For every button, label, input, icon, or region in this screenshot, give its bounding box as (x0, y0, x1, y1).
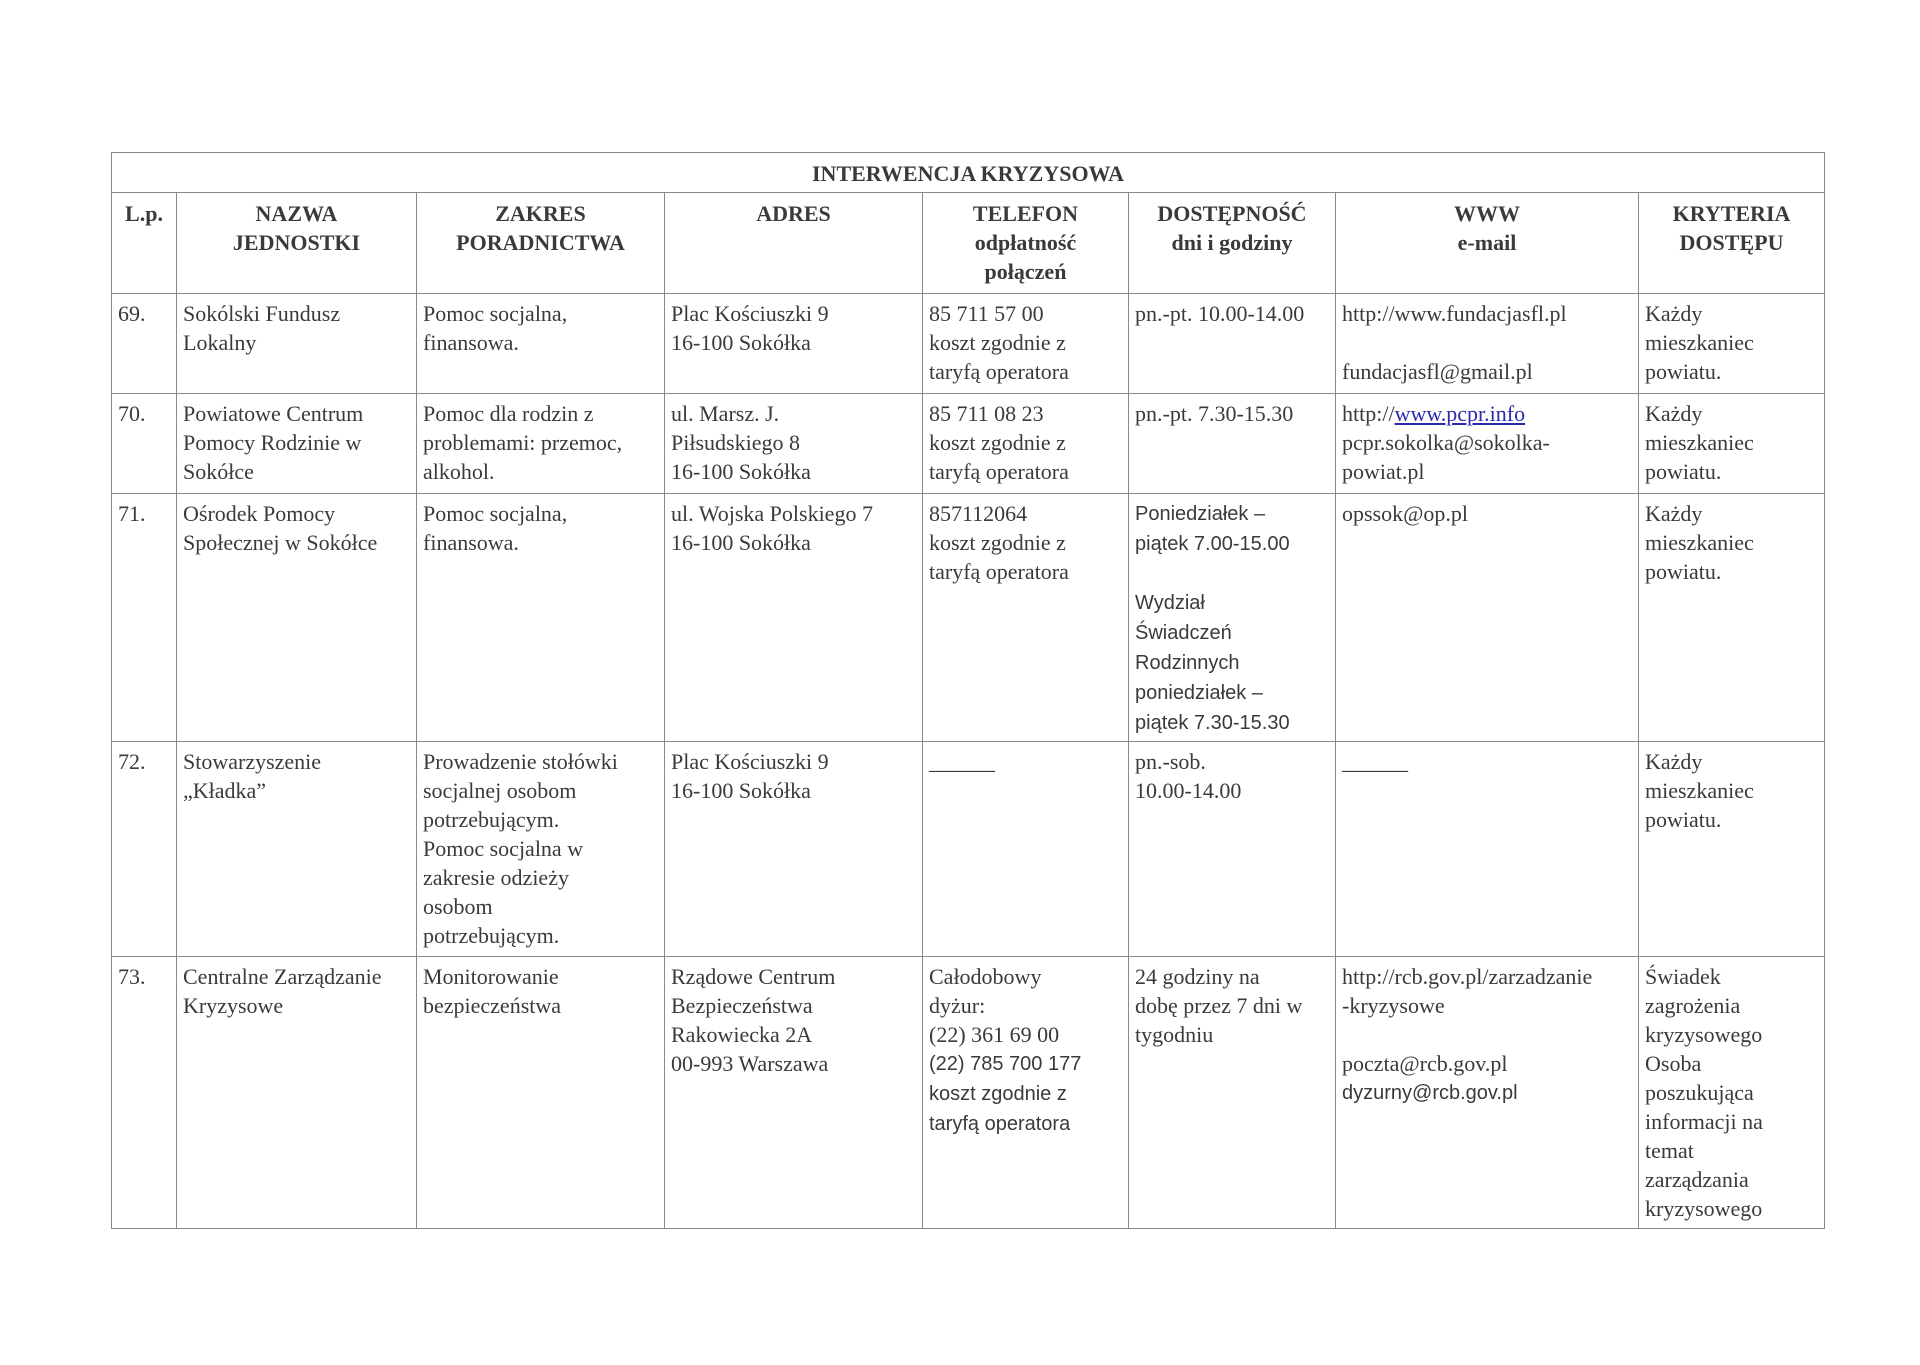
row-scope: Monitorowanie bezpieczeństwa (417, 957, 665, 1229)
header-availability: DOSTĘPNOŚĆ dni i godziny (1129, 193, 1336, 294)
row-www-email: ______ (1336, 742, 1639, 957)
row-www-email: http://www.pcpr.info pcpr.sokolka@sokolka- powiat.pl (1336, 394, 1639, 494)
row-criteria: Każdy mieszkaniec powiatu. (1639, 394, 1825, 494)
table-title: INTERWENCJA KRYZYSOWA (112, 153, 1825, 193)
row-www-email (1336, 957, 1639, 1229)
table-header-row (112, 193, 1825, 294)
row-availability: pn.-pt. 7.30-15.30 (1129, 394, 1336, 494)
email-address-duty[interactable]: dyzurny@rcb.gov.pl (1342, 1082, 1518, 1104)
row-availability: Poniedziałek – piątek 7.00-15.00 Wydział Świadczeń Rodzinnych poniedziałek – piątek 7.30-15.30 (1129, 494, 1336, 742)
crisis-intervention-table (111, 152, 1825, 1229)
www-link[interactable]: www.pcpr.info (1394, 401, 1526, 426)
table-row (112, 742, 1825, 957)
row-phone: 85 711 57 00 koszt zgodnie z taryfą operatora (923, 294, 1129, 394)
row-criteria: Każdy mieszkaniec powiatu. (1639, 742, 1825, 957)
row-criteria: Każdy mieszkaniec powiatu. (1639, 494, 1825, 742)
table-row (112, 294, 1825, 394)
header-www-email: WWW e-mail (1336, 193, 1639, 294)
row-address: ul. Marsz. J. Piłsudskiego 8 16-100 Sokółka (665, 394, 923, 494)
row-name: Centralne Zarządzanie Kryzysowe (177, 957, 417, 1229)
row-availability: pn.-pt. 10.00-14.00 (1129, 294, 1336, 394)
email-address[interactable]: poczta@rcb.gov.pl (1342, 1051, 1508, 1076)
row-lp: 70. (112, 394, 177, 494)
row-address: Plac Kościuszki 9 16-100 Sokółka (665, 742, 923, 957)
table-title-row (112, 153, 1825, 193)
row-lp: 71. (112, 494, 177, 742)
header-scope: ZAKRES PORADNICTWA (417, 193, 665, 294)
row-availability: pn.-sob. 10.00-14.00 (1129, 742, 1336, 957)
row-name: Stowarzyszenie „Kładka” (177, 742, 417, 957)
email-address-cont[interactable]: powiat.pl (1342, 459, 1425, 484)
table-row (112, 494, 1825, 742)
row-phone: 85 711 08 23 koszt zgodnie z taryfą operatora (923, 394, 1129, 494)
row-phone: Całodobowy dyżur: (22) 361 69 00 (22) 785 700 177 koszt zgodnie z taryfą operatora (923, 957, 1129, 1229)
www-link-cont[interactable]: -kryzysowe (1342, 993, 1445, 1018)
email-address[interactable]: pcpr.sokolka@sokolka- (1342, 430, 1550, 455)
table-row (112, 957, 1825, 1229)
row-address: Plac Kościuszki 9 16-100 Sokółka (665, 294, 923, 394)
email-address[interactable]: fundacjasfl@gmail.pl (1342, 359, 1533, 384)
row-name: Powiatowe Centrum Pomocy Rodzinie w Sokółce (177, 394, 417, 494)
header-criteria: KRYTERIA DOSTĘPU (1639, 193, 1825, 294)
row-lp: 72. (112, 742, 177, 957)
row-criteria: Każdy mieszkaniec powiatu. (1639, 294, 1825, 394)
row-scope: Pomoc socjalna, finansowa. (417, 494, 665, 742)
row-availability: 24 godziny na dobę przez 7 dni w tygodniu (1129, 957, 1336, 1229)
header-address: ADRES (665, 193, 923, 294)
table-row (112, 394, 1825, 494)
row-phone: ______ (923, 742, 1129, 957)
row-lp: 73. (112, 957, 177, 1229)
row-address: Rządowe Centrum Bezpieczeństwa Rakowiecka 2A 00-993 Warszawa (665, 957, 923, 1229)
row-scope: Prowadzenie stołówki socjalnej osobom potrzebującym. Pomoc socjalna w zakresie odzieży osobom potrzebującym. (417, 742, 665, 957)
row-phone: 857112064 koszt zgodnie z taryfą operatora (923, 494, 1129, 742)
row-address: ul. Wojska Polskiego 7 16-100 Sokółka (665, 494, 923, 742)
header-lp: L.p. (112, 193, 177, 294)
row-criteria: Świadek zagrożenia kryzysowego Osoba poszukująca informacji na temat zarządzania kryzysowego (1639, 957, 1825, 1229)
row-scope: Pomoc dla rodzin z problemami: przemoc, alkohol. (417, 394, 665, 494)
row-scope: Pomoc socjalna, finansowa. (417, 294, 665, 394)
header-phone: TELEFON odpłatność połączeń (923, 193, 1129, 294)
row-www-email (1336, 494, 1639, 742)
row-www-email (1336, 294, 1639, 394)
www-link[interactable]: http://www.fundacjasfl.pl (1342, 301, 1567, 326)
www-link[interactable]: http://rcb.gov.pl/zarzadzanie (1342, 964, 1593, 989)
row-name: Ośrodek Pomocy Społecznej w Sokółce (177, 494, 417, 742)
email-address[interactable]: opssok@op.pl (1342, 501, 1468, 526)
row-lp: 69. (112, 294, 177, 394)
row-name: Sokólski Fundusz Lokalny (177, 294, 417, 394)
header-name: NAZWA JEDNOSTKI (177, 193, 417, 294)
